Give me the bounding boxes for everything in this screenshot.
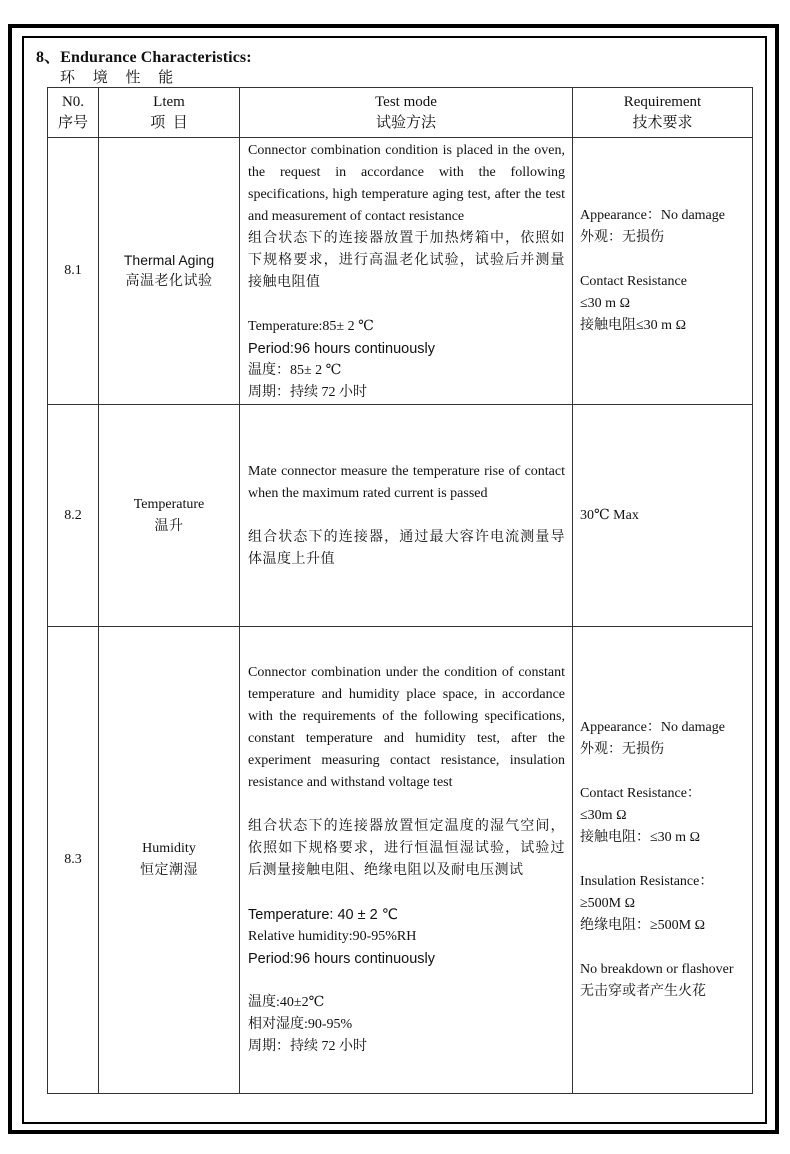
header-item: [99, 88, 240, 138]
header-requirement: [573, 88, 753, 138]
requirement-line: ≥500M Ω: [580, 896, 636, 911]
method-zh: 组合状态下的连接器，通过最大容许电流测量导体温度上升值: [248, 529, 565, 567]
row-no: 8.1: [48, 138, 99, 405]
method-zh: 组合状态下的连接器放置恒定温度的湿气空间，依照如下规格要求，进行恒温恒湿试验，试验过后测量接触电阻、绝缘电阻以及耐电压测试: [248, 819, 565, 878]
row-item-zh: 温升: [154, 518, 184, 534]
row-item-en: Temperature: [133, 496, 205, 512]
section-subtitle: 环 境 性 能: [60, 70, 181, 86]
table-header-row: [48, 88, 753, 138]
requirement-line: Contact Resistance: [580, 274, 687, 289]
row-no: 8.2: [48, 405, 99, 627]
method-param: Period:96 hours continuously: [248, 951, 436, 967]
row-test-method: [240, 405, 573, 627]
table-row: [48, 627, 753, 1094]
requirement-line: Contact Resistance：: [580, 786, 701, 801]
method-en: Mate connector measure the temperature rise of contact when the maximum rated current is passed: [248, 463, 565, 501]
row-requirement: [573, 627, 753, 1094]
header-requirement-zh: 技术要求: [632, 114, 693, 131]
requirement-line: ≤30m Ω: [580, 808, 627, 823]
row-item-zh: 恒定潮湿: [140, 863, 198, 878]
header-no-zh: 序号: [57, 114, 88, 131]
header-test-mode: [240, 88, 573, 138]
requirement-line: Insulation Resistance：: [580, 874, 714, 889]
requirement-line: ≤30 m Ω: [580, 296, 630, 311]
table-row: [48, 138, 753, 405]
header-no-en: N0.: [61, 93, 85, 110]
row-item-en: Thermal Aging: [123, 252, 215, 268]
header-test-mode-en: Test mode: [375, 93, 437, 110]
table-row: [48, 405, 753, 627]
row-requirement: [573, 138, 753, 405]
header-item-en: Ltem: [153, 93, 185, 110]
header-test-mode-zh: 试验方法: [375, 114, 436, 131]
row-item: [99, 138, 240, 405]
row-item: [99, 627, 240, 1094]
method-param-zh: 温度:40±2℃: [248, 995, 325, 1010]
method-param: 周期：持续 72 小时: [248, 385, 367, 400]
row-item-zh: 高温老化试验: [125, 274, 213, 289]
row-item-en: Humidity: [142, 841, 196, 856]
row-test-method: [240, 138, 573, 405]
requirement-line: Appearance：No damage: [580, 720, 725, 735]
method-en: Connector combination condition is placed in the oven, the request in accordance with the following specifications, high temperature aging test, after the test and measurement of contact resistance: [248, 143, 565, 224]
row-requirement: [573, 405, 753, 627]
section-title: 8、Endurance Characteristics:: [36, 49, 252, 66]
method-param: Temperature: 40 ± 2 ℃: [248, 907, 398, 923]
requirement-line: 外观：无损伤: [580, 230, 664, 245]
row-test-method: [240, 627, 573, 1094]
method-param: Temperature:85± 2 ℃: [248, 319, 374, 334]
method-param: Period:96 hours continuously: [248, 341, 436, 357]
requirement-line: Appearance：No damage: [580, 208, 725, 223]
header-requirement-en: Requirement: [623, 93, 702, 110]
method-param: 温度：85± 2 ℃: [248, 363, 342, 378]
requirement-line: 外观：无损伤: [580, 742, 664, 757]
method-zh: 组合状态下的连接器放置于加热烤箱中，依照如下规格要求，进行高温老化试验，试验后并测量接触电阻值: [248, 231, 565, 290]
header-no: [48, 88, 99, 138]
requirement-line: 30℃ Max: [580, 507, 639, 523]
requirement-line: 绝缘电阻：≥500M Ω: [580, 918, 706, 933]
method-param-zh: 相对湿度:90-95%: [248, 1017, 353, 1032]
row-no: 8.3: [48, 627, 99, 1094]
method-param: Relative humidity:90-95%RH: [248, 929, 417, 944]
requirement-line: 接触电阻≤30 m Ω: [580, 318, 686, 333]
row-item: [99, 405, 240, 627]
requirement-line: 无击穿或者产生火花: [580, 984, 706, 999]
requirement-line: No breakdown or flashover: [580, 962, 734, 977]
method-en: Connector combination under the condition of constant temperature and humidity place space, in accordance with the requirements of the following specifications, constant temperature and humidity test, after the experiment measuring contact resistance, insulation resistance and withstand voltage test: [248, 665, 565, 790]
endurance-table: [47, 87, 753, 1094]
header-item-zh: 项 目: [150, 114, 188, 131]
requirement-line: 接触电阻：≤30 m Ω: [580, 830, 700, 845]
method-param-zh: 周期：持续 72 小时: [248, 1039, 367, 1054]
